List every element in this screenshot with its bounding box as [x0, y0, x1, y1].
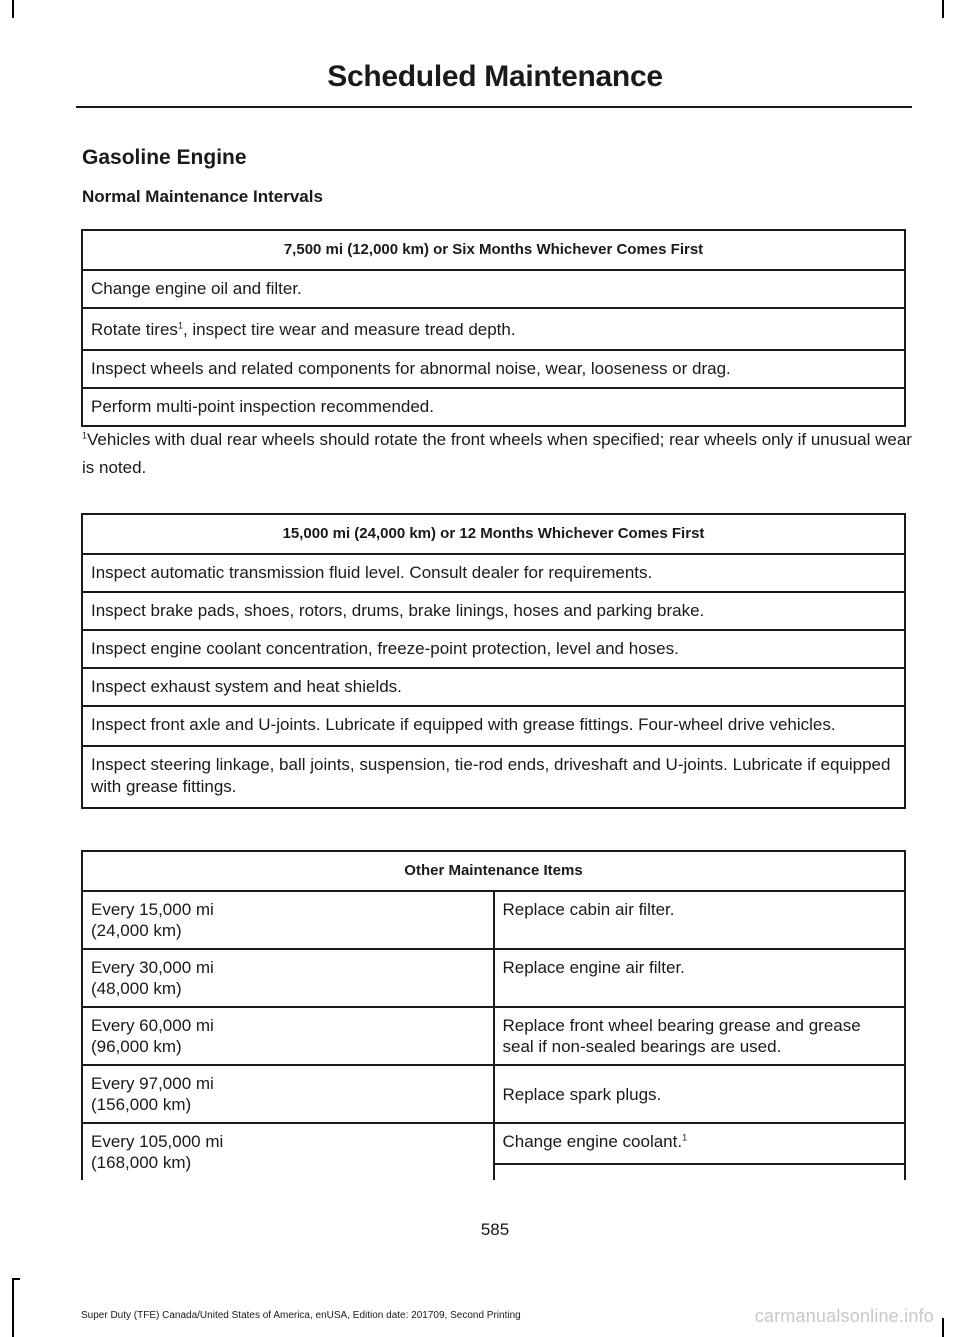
row-text: Rotate tires: [91, 320, 178, 339]
table-header: Other Maintenance Items: [82, 851, 905, 891]
footnote-ref: 1: [177, 320, 183, 331]
item-cell: Replace spark plugs.: [494, 1065, 906, 1123]
footnote-ref: 1: [682, 1132, 688, 1143]
section-subheading: Normal Maintenance Intervals: [82, 187, 323, 206]
table-row: Inspect front axle and U-joints. Lubricate if equipped with grease fittings. Four-wheel drive vehicles.: [82, 706, 905, 746]
table-row: [82, 949, 905, 1007]
item-cell: Replace cabin air filter.: [494, 891, 906, 949]
crop-mark-top-right: [942, 0, 944, 18]
interval-cell: Every 105,000 mi (168,000 km): [82, 1123, 494, 1180]
item-cell-empty: [494, 1164, 906, 1180]
table-header: 15,000 mi (24,000 km) or 12 Months Whichever Comes First: [82, 514, 905, 554]
page-number: 585: [480, 1220, 510, 1239]
footnote-marker: 1: [82, 430, 88, 441]
table-row: [82, 1007, 905, 1065]
table-row: Perform multi-point inspection recommended.: [82, 388, 905, 426]
item-cell: [494, 1123, 906, 1164]
footer-edition-text: Super Duty (TFE) Canada/United States of America, enUSA, Edition date: 201709, Second Printing: [81, 1310, 521, 1321]
watermark-link[interactable]: carmanualsonline.info: [754, 1306, 934, 1326]
crop-mark-bottom-right: [942, 1318, 944, 1337]
interval-cell: Every 60,000 mi (96,000 km): [82, 1007, 494, 1065]
maintenance-table-7500: [81, 229, 906, 427]
table-header: 7,500 mi (12,000 km) or Six Months Whichever Comes First: [82, 230, 905, 270]
table-row: [82, 1123, 905, 1164]
maintenance-table-15000: [81, 513, 906, 809]
table-row: [82, 308, 905, 350]
interval-cell: Every 97,000 mi (156,000 km): [82, 1065, 494, 1123]
table-row: Change engine oil and filter.: [82, 270, 905, 308]
crop-mark-bottom-left: [12, 1278, 14, 1337]
crop-mark-bottom-left-h: [12, 1278, 20, 1280]
page-title: Scheduled Maintenance: [327, 60, 663, 93]
interval-cell: Every 30,000 mi (48,000 km): [82, 949, 494, 1007]
table-row: Inspect steering linkage, ball joints, suspension, tie-rod ends, driveshaft and U-joints. Lubricate if equipped with grease fittings.: [82, 746, 905, 808]
interval-cell: Every 15,000 mi (24,000 km): [82, 891, 494, 949]
title-rule: [76, 106, 912, 108]
crop-mark-top-left: [12, 0, 14, 18]
item-text: Change engine coolant.: [502, 1132, 683, 1151]
row-text-after: , inspect tire wear and measure tread depth.: [182, 320, 516, 339]
section-heading: Gasoline Engine: [82, 146, 247, 169]
other-maintenance-table: [81, 850, 906, 1180]
footnote: [82, 426, 912, 482]
table-row: [82, 1065, 905, 1123]
table-row: [82, 891, 905, 949]
item-cell: Replace front wheel bearing grease and grease seal if non-sealed bearings are used.: [494, 1007, 906, 1065]
table-row: Inspect engine coolant concentration, freeze-point protection, level and hoses.: [82, 630, 905, 668]
table-row: Inspect wheels and related components for abnormal noise, wear, looseness or drag.: [82, 350, 905, 388]
table-row: Inspect exhaust system and heat shields.: [82, 668, 905, 706]
table-row: Inspect brake pads, shoes, rotors, drums, brake linings, hoses and parking brake.: [82, 592, 905, 630]
footnote-text: Vehicles with dual rear wheels should rotate the front wheels when specified; rear wheels only if unusual wear is noted.: [82, 430, 912, 477]
item-cell: Replace engine air filter.: [494, 949, 906, 1007]
table-row: Inspect automatic transmission fluid level. Consult dealer for requirements.: [82, 554, 905, 592]
